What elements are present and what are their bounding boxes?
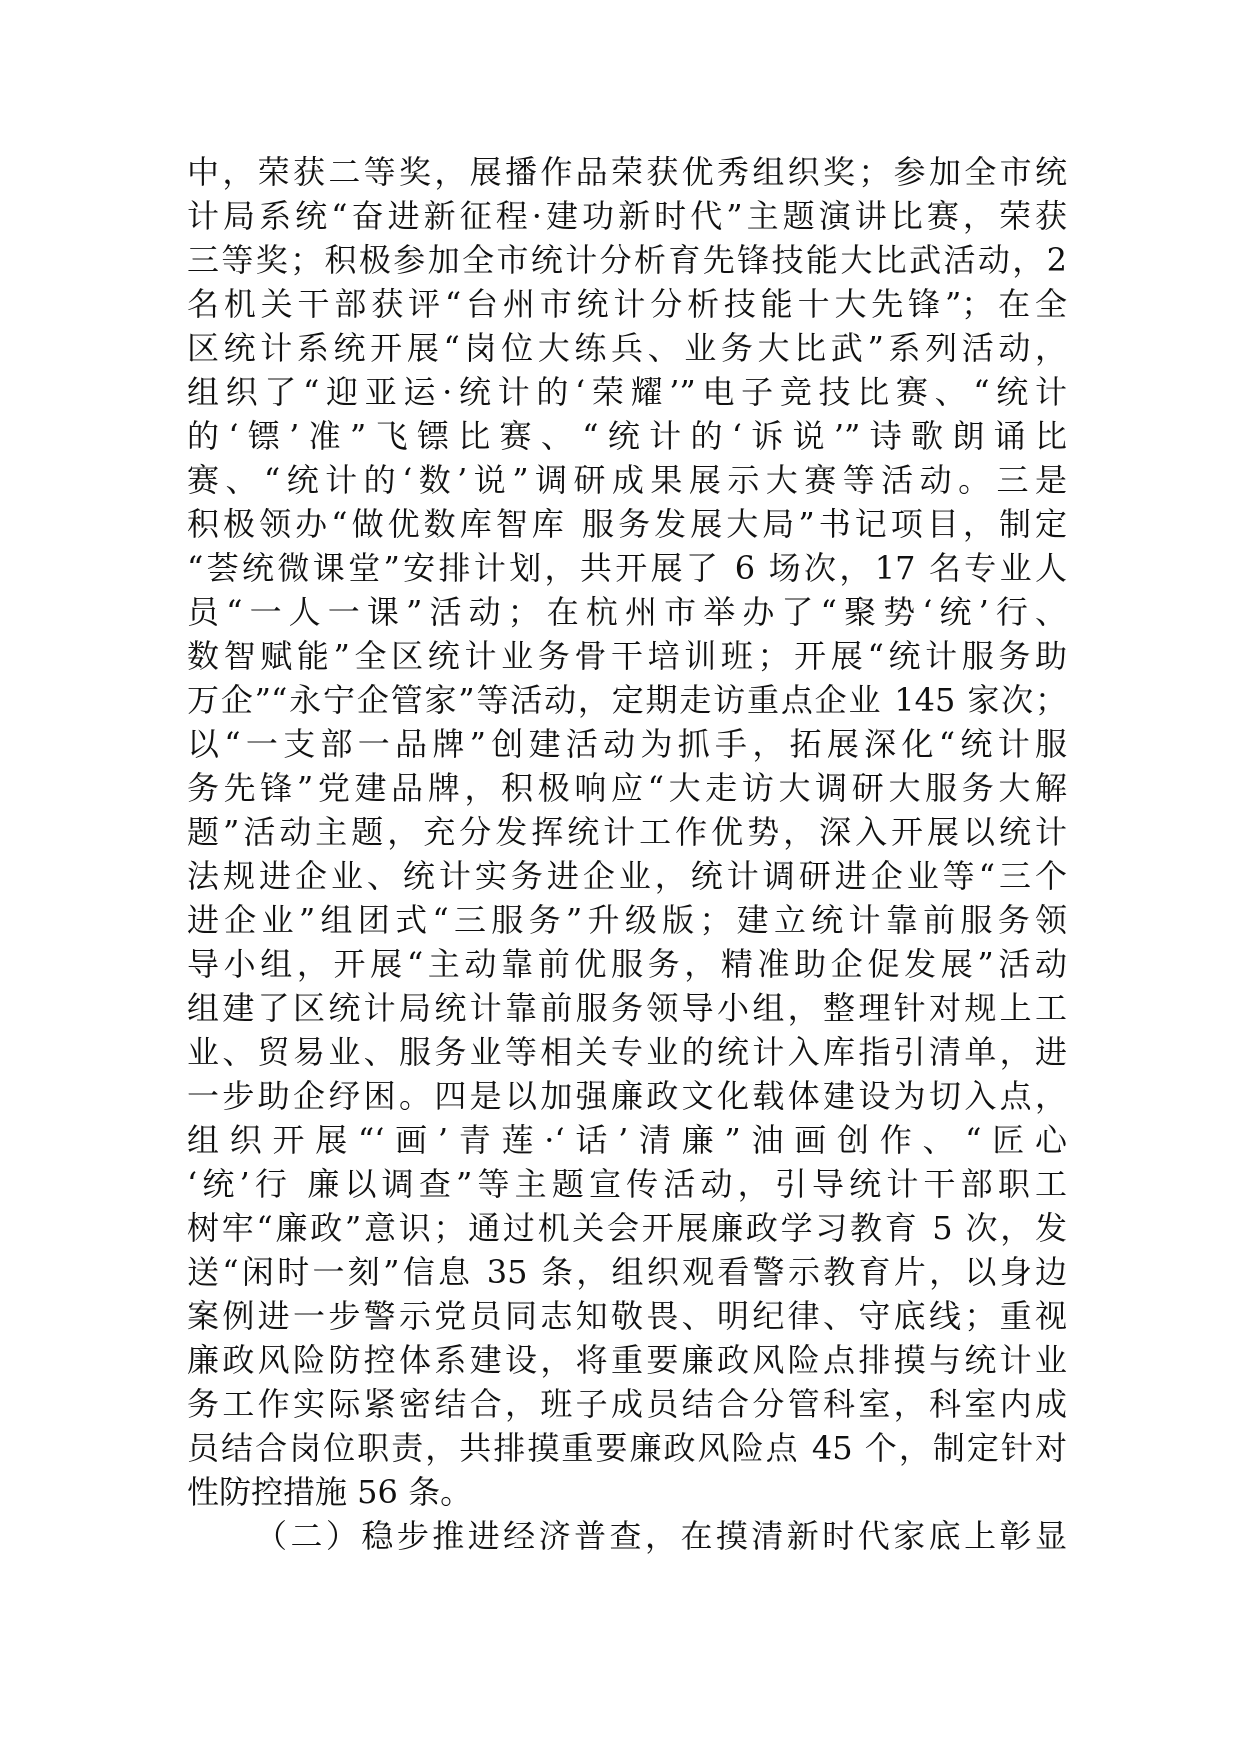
text-line: “荟统微课堂”安排计划，共开展了 6 场次，17 名专业人	[187, 549, 1067, 587]
text-line: 员“一人一课”活动；在杭州市举办了“聚势‘统’行、	[187, 593, 1067, 631]
body-paragraph	[187, 150, 1067, 1514]
text-line: 计局系统“奋进新征程·建功新时代”主题演讲比赛，荣获	[187, 197, 1067, 235]
text-line: 区统计系统开展“岗位大练兵、业务大比武”系列活动，	[187, 329, 1067, 367]
text-line: 员结合岗位职责，共排摸重要廉政风险点 45 个，制定针对	[187, 1429, 1067, 1467]
text-line: 三等奖；积极参加全市统计分析育先锋技能大比武活动，2	[187, 241, 1067, 279]
text-line: 一步助企纾困。四是以加强廉政文化载体建设为切入点，	[187, 1077, 1067, 1115]
text-line: 进企业”组团式“三服务”升级版；建立统计靠前服务领	[187, 901, 1067, 939]
text-line: 组织开展“‘画’青莲·‘话’清廉”油画创作、“匠心	[187, 1121, 1067, 1159]
text-line: 名机关干部获评“台州市统计分析技能十大先锋”；在全	[187, 285, 1067, 323]
text-line: 以“一支部一品牌”创建活动为抓手，拓展深化“统计服	[187, 725, 1067, 763]
text-line: 法规进企业、统计实务进企业，统计调研进企业等“三个	[187, 857, 1067, 895]
text-line: 业、贸易业、服务业等相关专业的统计入库指引清单，进	[187, 1033, 1067, 1071]
text-line: 组建了区统计局统计靠前服务领导小组，整理针对规上工	[187, 989, 1067, 1027]
text-line: 树牢“廉政”意识；通过机关会开展廉政学习教育 5 次，发	[187, 1209, 1067, 1247]
text-line: 案例进一步警示党员同志知敬畏、明纪律、守底线；重视	[187, 1297, 1067, 1335]
text-line: 万企”“永宁企管家”等活动，定期走访重点企业 145 家次；	[187, 681, 1067, 719]
text-line: ‘统’行 廉以调查”等主题宣传活动，引导统计干部职工	[187, 1165, 1067, 1203]
text-line: 中，荣获二等奖，展播作品荣获优秀组织奖；参加全市统	[187, 153, 1067, 191]
text-line: 题”活动主题，充分发挥统计工作优势，深入开展以统计	[187, 813, 1067, 851]
text-line: 数智赋能”全区统计业务骨干培训班；开展“统计服务助	[187, 637, 1067, 675]
text-line: 积极领办“做优数库智库 服务发展大局”书记项目，制定	[187, 505, 1067, 543]
text-line: 务工作实际紧密结合，班子成员结合分管科室，科室内成	[187, 1385, 1067, 1423]
text-line: 组织了“迎亚运·统计的‘荣耀’”电子竞技比赛、“统计	[187, 373, 1067, 411]
text-line: 导小组，开展“主动靠前优服务，精准助企促发展”活动	[187, 945, 1067, 983]
text-line: 送“闲时一刻”信息 35 条，组织观看警示教育片，以身边	[187, 1253, 1067, 1291]
text-line: 性防控措施 56 条。	[187, 1473, 473, 1511]
section-heading: （二）稳步推进经济普查，在摸清新时代家底上彰显	[255, 1517, 1067, 1555]
text-line: 赛、“统计的‘数’说”调研成果展示大赛等活动。三是	[187, 461, 1067, 499]
document-page	[187, 150, 1067, 1558]
text-line: 务先锋”党建品牌，积极响应“大走访大调研大服务大解	[187, 769, 1067, 807]
text-line: 的‘镖’准”飞镖比赛、“统计的‘诉说’”诗歌朗诵比	[187, 417, 1067, 455]
text-line: 廉政风险防控体系建设，将重要廉政风险点排摸与统计业	[187, 1341, 1067, 1379]
